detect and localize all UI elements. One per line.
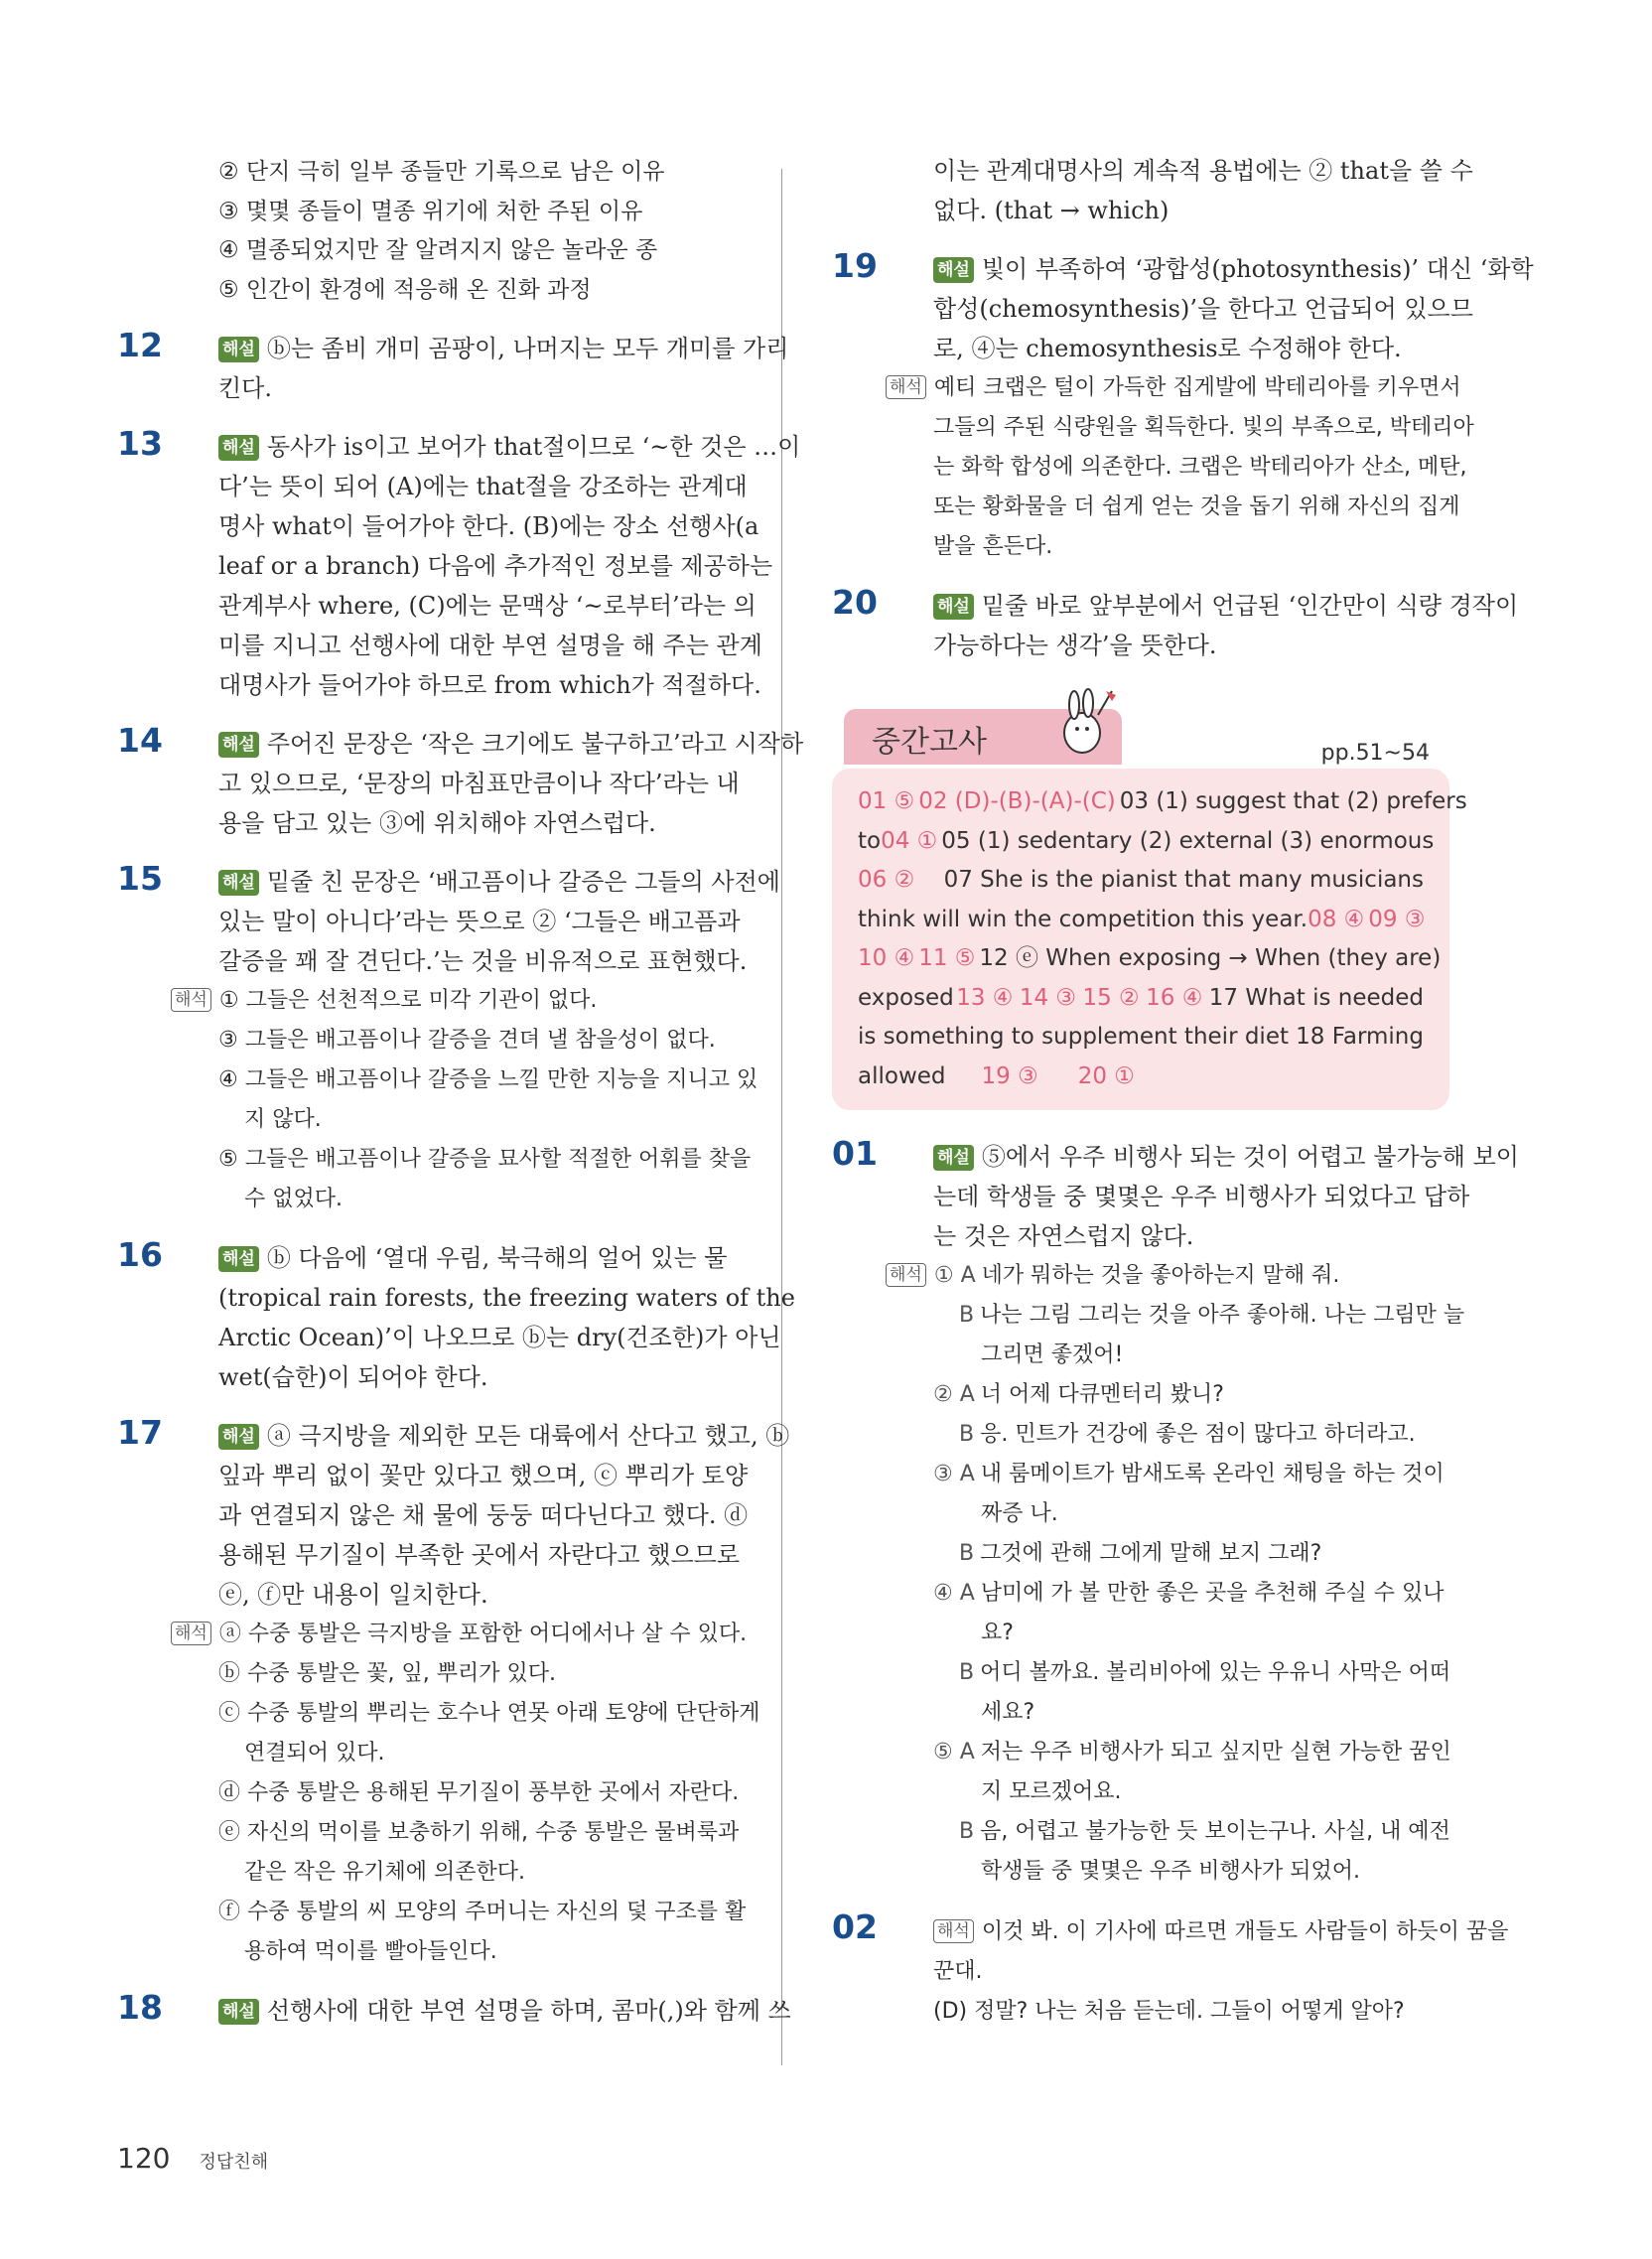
question-number: 17: [117, 1413, 163, 1452]
dialog-line: 남미에 가 볼 만한 좋은 곳을 추천해 주실 수 있나: [980, 1581, 1445, 1606]
translation-line: ⓒ 수중 통발의 뿌리는 호수나 연못 아래 토양에 단단하게: [218, 1701, 760, 1726]
translation-badge: 해석: [933, 1919, 974, 1943]
explanation-line: 합성(chemosynthesis)’을 한다고 언급되어 있으므: [933, 295, 1473, 323]
explanation-badge: 해설: [218, 337, 259, 362]
question-19: [832, 246, 1534, 567]
page-footer: [117, 2142, 268, 2175]
question-16: [117, 1235, 795, 1397]
question-17: [117, 1413, 790, 1972]
answer-item: 10 ④: [858, 945, 915, 971]
explanation-line: 로, ④는 chemosynthesis로 수정해야 한다.: [933, 335, 1402, 362]
answer-key-box: [832, 769, 1467, 1110]
translation-line: ① 그들은 선천적으로 미각 기관이 없다.: [218, 988, 598, 1013]
explanation-badge: 해설: [933, 594, 974, 620]
explanation-line: ⓑ 다음에 ‘열대 우림, 북극해의 얼어 있는 물: [266, 1244, 728, 1272]
translation-line: ⑤ 그들은 배고픔이나 갈증을 묘사할 적절한 어휘를 찾을: [218, 1147, 752, 1172]
translation-line: ⓕ 수중 통발의 씨 모양의 주머니는 자신의 덫 구조를 활: [218, 1900, 747, 1924]
question-number: 20: [832, 583, 878, 622]
explanation-line: ⑤에서 우주 비행사 되는 것이 어렵고 불가능해 보이: [981, 1143, 1519, 1171]
choice-line: ④ 멸종되었지만 잘 알려지지 않은 놀라운 종: [218, 237, 658, 263]
answer-item: is something to supplement their diet: [858, 1024, 1289, 1050]
speaker-label: ⑤ A: [933, 1740, 975, 1765]
explanation-badge: 해설: [218, 435, 259, 461]
translation-badge: 해석: [171, 1622, 211, 1645]
question-number: 12: [117, 326, 163, 364]
dialog-line: 그리면 좋겠어!: [981, 1342, 1124, 1367]
left-column: [117, 157, 804, 2031]
explanation-line: Arctic Ocean)’이 나오므로 ⓑ는 dry(건조한)가 아닌: [218, 1324, 781, 1351]
answer-item: 11 ⑤: [918, 945, 976, 971]
answer-item: 16 ④: [1146, 984, 1203, 1011]
question-number: 02: [832, 1907, 878, 1946]
dialog-line: 음, 어렵고 불가능한 듯 보이는구나. 사실, 내 예전: [980, 1819, 1450, 1844]
answer-item: allowed: [858, 1062, 946, 1089]
page-number: 120: [117, 2142, 171, 2175]
dialog-line: 요?: [981, 1621, 1014, 1645]
answer-item: 09 ③: [1368, 906, 1426, 932]
translation-line: 그들의 주된 식량원을 획득한다. 빛의 부족으로, 박테리아: [933, 415, 1474, 440]
translation-line: 용하여 먹이를 빨아들인다.: [244, 1939, 497, 1964]
translation-line: 발을 흔든다.: [933, 534, 1053, 559]
explanation-line: 과 연결되지 않은 채 물에 둥둥 떠다닌다고 했다. ⓓ: [218, 1501, 749, 1529]
translation-line: ③ 그들은 배고픔이나 갈증을 견뎌 낼 참을성이 없다.: [218, 1028, 716, 1053]
explanation-line: (tropical rain forests, the freezing waters of the: [218, 1284, 795, 1312]
translation-line: (D) 정말? 나는 처음 듣는데. 그들이 어떻게 알아?: [933, 1999, 1405, 2024]
answer-line: [858, 782, 1467, 822]
explanation-line: 관계부사 where, (C)에는 문맥상 ‘~로부터’라는 의: [218, 592, 757, 620]
speaker-label: B: [959, 1660, 975, 1685]
top-choices: [117, 153, 733, 310]
explanation-line: 다’는 뜻이 되어 (A)에는 that절을 강조하는 관계대: [218, 473, 748, 500]
speaker-label: B: [959, 1303, 975, 1328]
answer-item: 18 Farming: [1296, 1024, 1424, 1050]
speaker-label: ① A: [933, 1263, 976, 1288]
explanation-line: ⓑ는 좀비 개미 곰팡이, 나머지는 모두 개미를 가리: [266, 335, 789, 362]
explanation-line: 갈증을 꽤 잘 견딘다.’는 것을 비유적으로 표현했다.: [218, 947, 748, 975]
answer-line: [858, 939, 1442, 979]
explanation-line: 주어진 문장은 ‘작은 크기에도 불구하고’라고 시작하: [266, 730, 804, 758]
dialog-line: 학생들 중 몇몇은 우주 비행사가 되었어.: [981, 1859, 1360, 1884]
dialog-line: 짜증 나.: [981, 1501, 1058, 1526]
explanation-badge: 해설: [933, 257, 974, 283]
translation-line: 예티 크랩은 털이 가득한 집게발에 박테리아를 키우면서: [933, 375, 1461, 400]
translation-line: ④ 그들은 배고픔이나 갈증을 느낄 만한 지능을 지니고 있: [218, 1067, 758, 1092]
question-number: 15: [117, 859, 163, 898]
dialog-line: 내 룸메이트가 밤새도록 온라인 채팅을 하는 것이: [980, 1462, 1445, 1486]
answer-item: 19 ③: [981, 1062, 1038, 1089]
explanation-line: 명사 what이 들어가야 한다. (B)에는 장소 선행사(a: [218, 512, 759, 540]
explanation-line: 대명사가 들어가야 하므로 from which가 적절하다.: [218, 671, 761, 699]
dialog-line: 응. 민트가 건강에 좋은 점이 많다고 하더라고.: [980, 1422, 1416, 1447]
translation-badge: 해석: [171, 988, 211, 1012]
translation-line: ⓓ 수중 통발은 용해된 무기질이 풍부한 곳에서 자란다.: [218, 1780, 740, 1805]
explanation-line: wet(습한)이 되어야 한다.: [218, 1363, 488, 1391]
answer-line: [858, 1058, 1424, 1097]
answer-item: think will win the competition this year.: [858, 906, 1308, 932]
translation-badge: 해석: [886, 375, 926, 399]
answer-line: [858, 979, 1424, 1019]
question-13: [117, 424, 801, 705]
translation-line: ⓔ 자신의 먹이를 보충하기 위해, 수중 통발은 물벼룩과: [218, 1820, 740, 1845]
explanation-line: 킨다.: [218, 374, 272, 402]
footer-title: 정답친해: [199, 2152, 269, 2173]
answer-item: 05 (1) sedentary (2) external (3) enormous: [941, 827, 1435, 854]
explanation-line: ⓔ, ⓕ만 내용이 일치한다.: [218, 1581, 488, 1609]
explanation-line: ⓐ 극지방을 제외한 모든 대륙에서 산다고 했고, ⓑ: [266, 1422, 790, 1450]
answer-item: 13 ④: [956, 984, 1014, 1011]
answer-item: 17 What is needed: [1208, 984, 1424, 1011]
translation-line: 는 화학 합성에 의존한다. 크랩은 박테리아가 산소, 메탄,: [933, 455, 1467, 480]
explanation-line: 는데 학생들 중 몇몇은 우주 비행사가 되었다고 답하: [933, 1183, 1470, 1210]
question-14: [117, 721, 804, 843]
speaker-label: ③ A: [933, 1462, 975, 1486]
question-number: 13: [117, 424, 163, 463]
explanation-badge: 해설: [218, 1246, 259, 1272]
explanation-badge: 해설: [933, 1145, 974, 1171]
answer-item: 12 ⓔ When exposing → When (they are): [979, 945, 1442, 971]
explanation-line: leaf or a branch) 다음에 추가적인 정보를 제공하는: [218, 552, 773, 580]
rabbit-mascot-icon: [1052, 685, 1118, 759]
dialog-line: 저는 우주 비행사가 되고 싶지만 실현 가능한 꿈인: [980, 1740, 1451, 1765]
question-18: [117, 1988, 791, 2031]
midterm-pages: pp.51~54: [1320, 741, 1430, 766]
answer-item: 02 (D)-(B)-(A)-(C): [918, 788, 1116, 814]
explanation-line: 빛이 부족하여 ‘광합성(photosynthesis)’ 대신 ‘화학: [981, 255, 1534, 283]
answer-item: 08 ④: [1308, 906, 1365, 932]
answer-item: exposed: [858, 984, 954, 1011]
explanation-line: 동사가 is이고 보어가 that절이므로 ‘~한 것은 …이: [266, 433, 801, 461]
choice-line: ⑤ 인간이 환경에 적응해 온 진화 과정: [218, 276, 592, 303]
explanation-badge: 해설: [218, 732, 259, 758]
right-column: [832, 157, 1534, 2032]
explanation-line: 있는 말이 아니다’라는 뜻으로 ② ‘그들은 배고픔과: [218, 908, 741, 935]
speaker-label: ④ A: [933, 1581, 975, 1606]
explanation-badge: 해설: [218, 1424, 259, 1450]
translation-line: ⓑ 수중 통발은 꽃, 잎, 뿌리가 있다.: [218, 1661, 556, 1686]
translation-line: 수 없었다.: [244, 1187, 343, 1211]
question-number: 18: [117, 1988, 163, 2027]
answer-item: 20 ①: [1077, 1062, 1135, 1089]
explanation-line: 없다. (that → which): [933, 197, 1170, 224]
question-15: [117, 859, 780, 1219]
explanation-line: 는 것은 자연스럽지 않다.: [933, 1222, 1194, 1250]
question-number: 01: [832, 1134, 878, 1173]
translation-line: 같은 작은 유기체에 의존한다.: [244, 1860, 525, 1885]
answer-line: [858, 822, 1435, 862]
question-number: 16: [117, 1235, 163, 1274]
explanation-line: 고 있으므로, ‘문장의 마침표만큼이나 작다’라는 내: [218, 770, 740, 797]
explanation-line: 선행사에 대한 부연 설명을 하며, 콤마(,)와 함께 쓰: [266, 1997, 791, 2025]
translation-line: 연결되어 있다.: [244, 1741, 385, 1765]
answer-item: 01 ⑤: [858, 788, 915, 814]
midterm-title: 중간고사: [872, 725, 987, 760]
dialog-line: 네가 뭐하는 것을 좋아하는지 말해 줘.: [981, 1263, 1340, 1288]
question-20: [832, 583, 1519, 665]
answer-item: 14 ③: [1019, 984, 1077, 1011]
explanation-line: 용해된 무기질이 부족한 곳에서 자란다고 했으므로: [218, 1541, 741, 1569]
explanation-line: 잎과 뿌리 없이 꽃만 있다고 했으며, ⓒ 뿌리가 토양: [218, 1462, 749, 1489]
question-01: [832, 1134, 1519, 1892]
dialog-line: 너 어제 다큐멘터리 봤니?: [980, 1382, 1224, 1407]
answer-item: 07 She is the pianist that many musicians: [943, 867, 1424, 893]
explanation-line: 미를 지니고 선행사에 대한 부연 설명을 해 주는 관계: [218, 632, 762, 659]
explanation-line: 밑줄 친 문장은 ‘배고픔이나 갈증은 그들의 사전에: [266, 868, 780, 896]
explanation-line: 밑줄 바로 앞부분에서 언급된 ‘인간만이 식량 경작이: [981, 592, 1519, 620]
explanation-badge: 해설: [218, 870, 259, 896]
explanation-line: 이는 관계대명사의 계속적 용법에는 ② that을 쓸 수: [933, 157, 1473, 185]
midterm-header: [832, 705, 1449, 777]
question-number: 14: [117, 721, 163, 760]
choice-line: ② 단지 극히 일부 종들만 기록으로 남은 이유: [218, 159, 665, 185]
answer-item: to: [858, 827, 882, 854]
dialog-line: 나는 그림 그리는 것을 아주 좋아해. 나는 그림만 늘: [980, 1303, 1465, 1328]
question-12: [117, 326, 789, 408]
answer-item: 15 ②: [1082, 984, 1140, 1011]
translation-line: 지 않다.: [244, 1107, 322, 1132]
speaker-label: B: [959, 1422, 975, 1447]
answer-line: [858, 1018, 1424, 1058]
explanation-line: 가능하다는 생각’을 뜻한다.: [933, 632, 1217, 659]
dialog-line: 지 모르겠어요.: [981, 1779, 1122, 1804]
translation-line: 또는 황화물을 더 쉽게 얻는 것을 돕기 위해 자신의 집게: [933, 494, 1460, 519]
explanation-badge: 해설: [218, 1999, 259, 2025]
dialog-line: 그것에 관해 그에게 말해 보지 그래?: [980, 1541, 1322, 1566]
translation-line: 꾼대.: [933, 1959, 983, 1984]
answer-line: [858, 861, 1424, 901]
speaker-label: B: [959, 1819, 975, 1844]
dialog-line: 어디 볼까요. 볼리비아에 있는 우유니 사막은 어떠: [980, 1660, 1451, 1685]
question-02: [832, 1907, 1509, 2032]
speaker-label: B: [959, 1541, 975, 1566]
answer-item: 03 (1) suggest that (2) prefers: [1119, 788, 1467, 814]
choice-line: ③ 몇몇 종들이 멸종 위기에 처한 주된 이유: [218, 198, 643, 224]
translation-line: ⓐ 수중 통발은 극지방을 포함한 어디에서나 살 수 있다.: [218, 1622, 748, 1646]
explanation-line: 용을 담고 있는 ③에 위치해야 자연스럽다.: [218, 809, 656, 837]
dialog-line: 세요?: [981, 1700, 1035, 1725]
answer-line: [858, 901, 1424, 940]
answer-item: 04 ①: [881, 827, 938, 854]
answer-item: 06 ②: [858, 867, 915, 893]
question-number: 19: [832, 246, 878, 285]
speaker-label: ② A: [933, 1382, 975, 1407]
translation-badge: 해석: [886, 1263, 926, 1287]
translation-line: 이것 봐. 이 기사에 따르면 개들도 사람들이 하듯이 꿈을: [981, 1919, 1509, 1944]
